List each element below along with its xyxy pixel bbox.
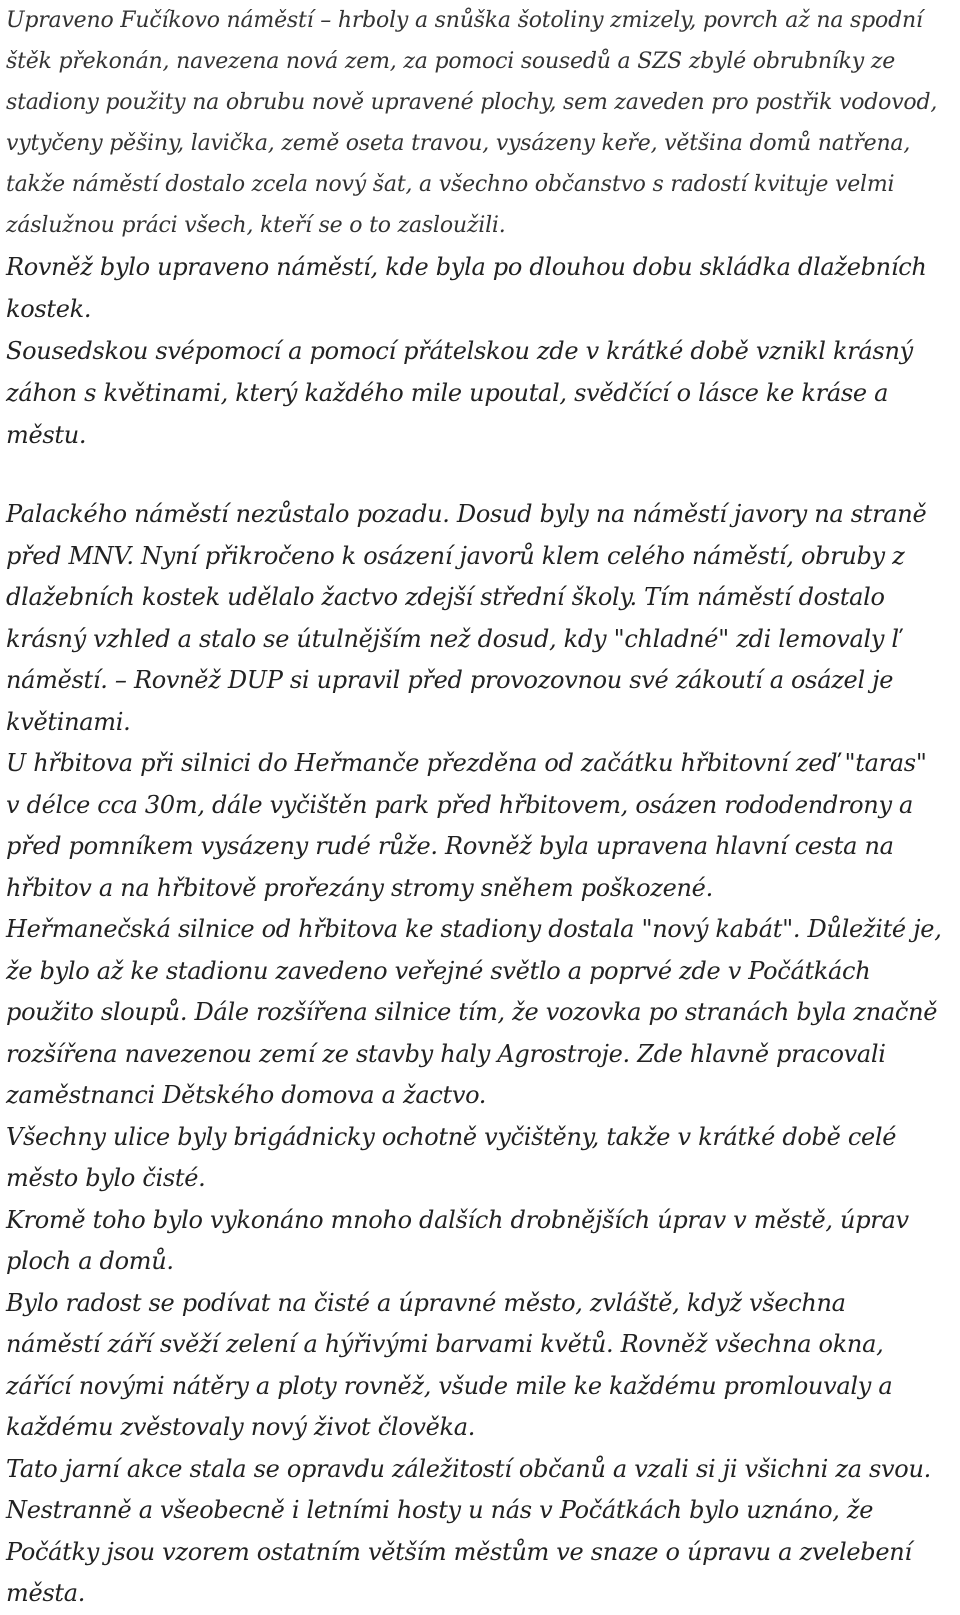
paragraph-zahon-kvetiny: Sousedskou svépomocí a pomocí přátelskou zde v krátké době vznikl krásný záhon s květinami, který každého mile upoutal, svědčící o lásce ke kráse a městu.: [6, 337, 913, 449]
paragraph-jarni-akce: Tato jarní akce stala se opravdu záležitostí občanů a vzali si ji všichni za svou.: [6, 1454, 931, 1483]
paragraph-radost-mesto: Bylo radost se podívat na čisté a úpravné město, zvláště, když všechna náměstí září svěží zelení a hýřivými barvami květů. Rovněž všechna okna, zářící novými nátěry a ploty rovněž, všude mile ke každému promlouvaly a každému zvěstovaly nový život člověka.: [6, 1288, 893, 1441]
paragraph-drobnejsi-upravy: Kromě toho bylo vykonáno mnoho dalších drobnějších úprav v městě, úprav ploch a domů.: [6, 1205, 909, 1275]
paragraph-skladka-kostek: Rovněž bylo upraveno náměstí, kde byla po dlouhou dobu skládka dlažebních kostek.: [6, 253, 927, 323]
paragraph-ulice-vycisteny: Všechny ulice byly brigádnicky ochotně vyčištěny, takže v krátké době celé město bylo čisté.: [6, 1122, 897, 1192]
paragraph-hermanecska-silnice: Heřmanečská silnice od hřbitova ke stadiony dostala "nový kabát". Důležité je, že bylo až ke stadionu zavedeno veřejné světlo a poprvé zde v Počátkách použito sloupů. Dále rozšířena silnice tím, že vozovka po stranách byla značně rozšířena navezenou zemí ze stavby haly Agrostroje. Zde hlavně pracovali zaměstnanci Dětského domova a žactvo.: [6, 915, 942, 1109]
paragraph-hrbitov: U hřbitova při silnici do Heřmanče přezděna od začátku hřbitovní zeď "taras" v délce cca 30m, dále vyčištěn park před hřbitovem, osázen rododendrony a před pomníkem vysázeny rudé růže. Rovněž byla upravena hlavní cesta na hřbitov a na hřbitově prořezány stromy sněhem poškozené.: [6, 749, 927, 902]
paragraph-palackeho-namesti: Palackého náměstí nezůstalo pozadu. Dosud byly na náměstí javory na straně před MNV. Nyní přikročeno k osázení javorů klem celého náměstí, obruby z dlažebních kostek udělalo žactvo zdejší střední školy. Tím náměstí dostalo krásný vzhled a stalo se útulnějším než dosud, kdy "chladné" zdi lemovaly ľ náměstí. – Rovněž DUP si upravil před provozovnou své zákoutí a osázel je květinami.: [6, 500, 927, 736]
paragraph-gap: [6, 456, 946, 494]
paragraph-fucikovo-namesti: Upraveno Fučíkovo náměstí – hrboly a snůška šotoliny zmizely, povrch až na spodní štěk překonán, navezena nová zem, za pomoci sousedů a SZS zbylé obrubníky ze stadiony použity na obrubu nově upravené plochy, sem zaveden pro postřik vodovod, vytyčeny pěšiny, lavička, země oseta travou, vysázeny keře, většina domů natřena, takže náměstí dostalo zcela nový šat, a všechno občanstvo s radostí kvituje velmi záslužnou práci všech, kteří se o to zasloužili.: [6, 8, 938, 238]
paragraph-vzor-mestum: Nestranně a všeobecně i letními hosty u nás v Počátkách bylo uznáno, že Počátky jsou vzorem ostatním větším městům ve snaze o úpravu a zvelebení města.: [6, 1496, 912, 1607]
